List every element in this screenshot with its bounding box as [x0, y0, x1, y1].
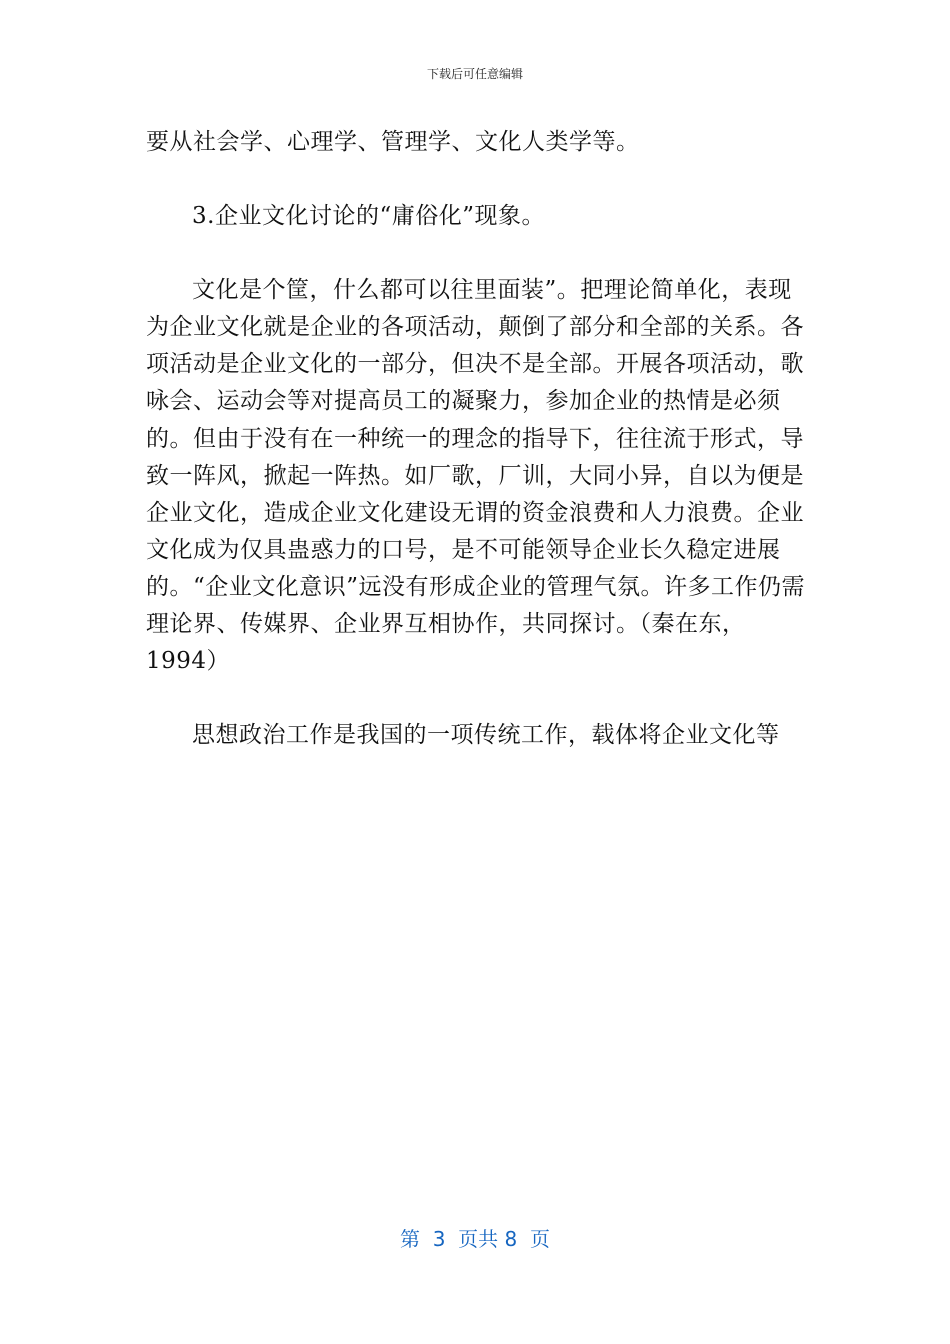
paragraph-last: 思想政治工作是我国的一项传统工作，载体将企业文化等 — [192, 722, 780, 749]
paragraph-section-heading: 3.企业文化讨论的“庸俗化”现象。 — [192, 203, 545, 230]
paragraph-main: 文化是个筐，什么都可以往里面装”。把理论简单化，表现为企业文化就是企业的各项活动，颠倒了部分和全部的关系。各项活动是企业文化的一部分，但决不是全部。开展各项活动，歌咏会、运动会等对提高员工的凝聚力，参加企业的热情是必须的。但由于没有在一种统一的理念的指导下，往往流于形式，导致一阵风，掀起一阵热。如厂歌，厂训，大同小异，自以为便是企业文化，造成企业文化建设无谓的资金浪费和人力浪费。企业文化成为仅具蛊惑力的口号，是不可能领导企业长久稳定进展的。“企业文化意识”远没有形成企业的管理气氛。许多工作仍需理论界、传媒界、企业界互相协作，共同探讨。（秦在东，1994） — [146, 277, 806, 675]
document-body — [146, 124, 806, 754]
paragraph-continuation: 要从社会学、心理学、管理学、文化人类学等。 — [146, 129, 640, 155]
page-footer: 第 3 页共 8 页 — [400, 1227, 550, 1251]
page-header: 下载后可任意编辑 — [426, 67, 523, 81]
